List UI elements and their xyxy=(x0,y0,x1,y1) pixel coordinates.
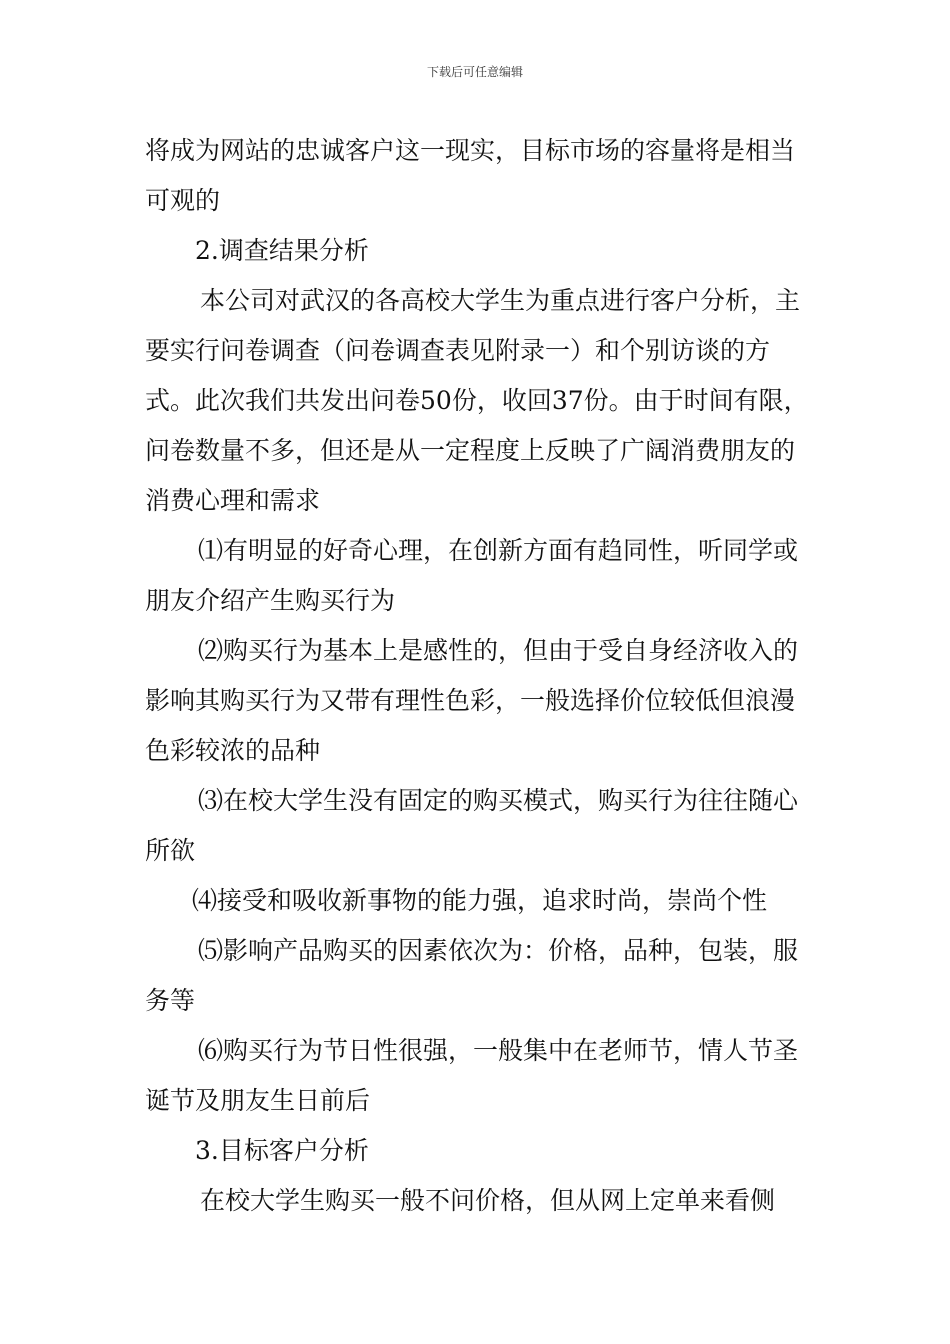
document-body xyxy=(145,126,810,1226)
list-item-6: ⑹购买行为节日性很强，一般集中在老师节，情人节圣诞节及朋友生日前后 xyxy=(145,1036,799,1115)
section-heading-target: 3.目标客户分析 xyxy=(195,1136,369,1165)
list-item-2: ⑵购买行为基本上是感性的，但由于受自身经济收入的影响其购买行为又带有理性色彩，一般选择价位较低但浪漫色彩较浓的品种 xyxy=(145,636,799,765)
paragraph-target: 在校大学生购买一般不问价格，但从网上定单来看侧 xyxy=(200,1186,776,1215)
list-item-1: ⑴有明显的好奇心理，在创新方面有趋同性，听同学或朋友介绍产生购买行为 xyxy=(145,536,799,615)
paragraph-intro: 将成为网站的忠诚客户这一现实，目标市场的容量将是相当可观的 xyxy=(145,136,796,215)
paragraph-survey: 本公司对武汉的各高校大学生为重点进行客户分析，主要实行问卷调查（问卷调查表见附录一）和个别访谈的方式。此次我们共发出问卷50份，收回37份。由于时间有限，问卷数量不多，但还是从一定程度上反映了广阔消费朋友的消费心理和需求 xyxy=(145,286,809,515)
section-heading-survey: 2.调查结果分析 xyxy=(195,236,369,265)
list-item-3: ⑶在校大学生没有固定的购买模式，购买行为往往随心所欲 xyxy=(145,786,799,865)
page-header-note: 下载后可任意编辑 xyxy=(426,65,523,79)
list-item-5: ⑸影响产品购买的因素依次为：价格，品种，包装，服务等 xyxy=(145,936,799,1015)
list-item-4: ⑷接受和吸收新事物的能力强，追求时尚，崇尚个性 xyxy=(192,886,768,915)
